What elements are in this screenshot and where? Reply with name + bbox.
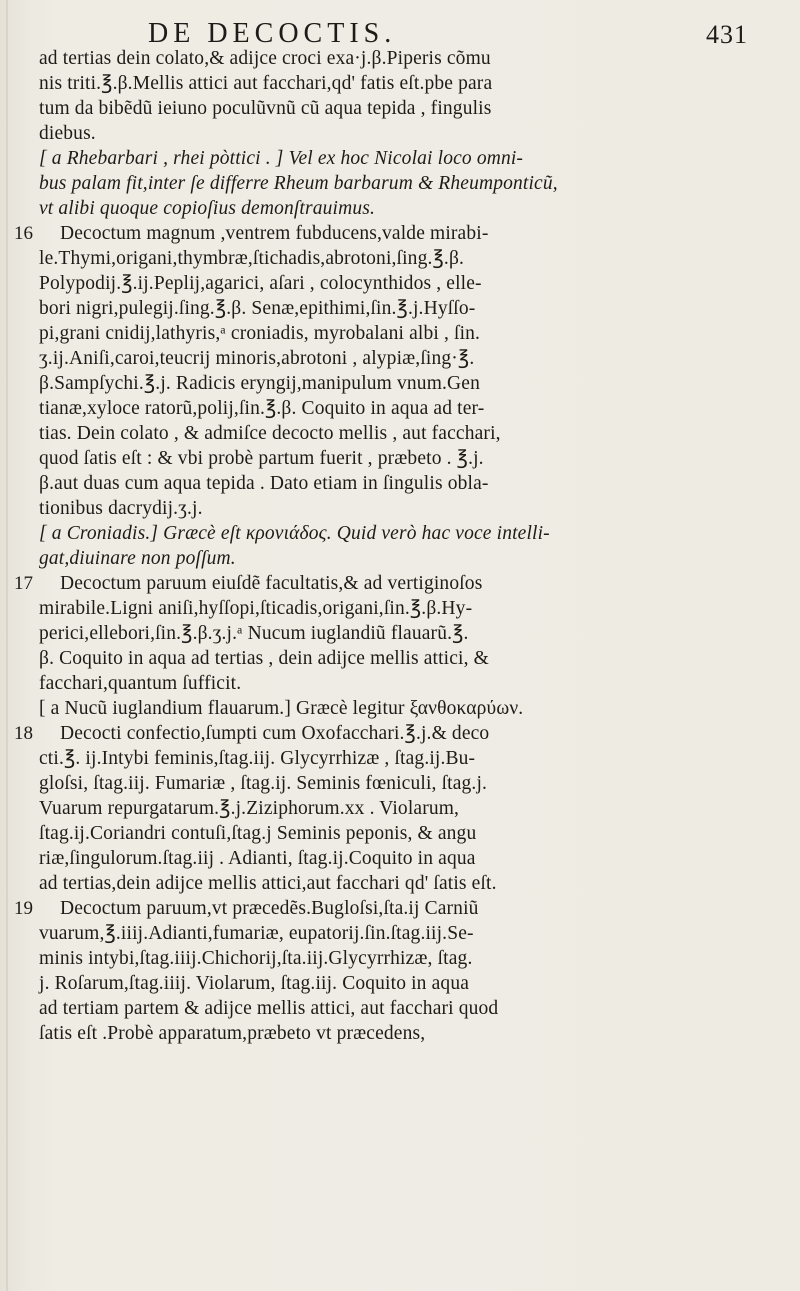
text-line: cti.℥. ij.Intybi feminis,ſtag.iij. Glycyrrhizæ , ſtag.ij.Bu- [39, 748, 476, 769]
text-line: ʒ.ij.Aniſi,caroi,teucrij minoris,abrotoni , alypiæ,ſing·℥. [39, 348, 475, 369]
text-line: ſatis eſt .Probè apparatum,præbeto vt præcedens, [39, 1023, 426, 1044]
text-line: Decoctum magnum ,ventrem fubducens,valde mirabi- [60, 223, 489, 244]
page-number: 431 [706, 20, 748, 49]
text-line: minis intybi,ſtag.iiij.Chichorij,ſta.iij.Glycyrrhizæ, ſtag. [39, 948, 473, 969]
page-gutter [6, 0, 8, 1291]
text-line: Decocti confectio,ſumpti cum Oxofacchari.℥.j.& deco [60, 723, 490, 744]
text-line: ad tertiam partem & adijce mellis attici, aut facchari quod [39, 998, 499, 1019]
text-line: pi,grani cnidij,lathyris,ᵃ croniadis, myrobalani albi , ſin. [39, 323, 481, 344]
text-line: gloſsi, ſtag.iij. Fumariæ , ſtag.ij. Seminis fœniculi, ſtag.j. [39, 773, 488, 794]
text-line: le.Thymi,origani,thymbræ,ſtichadis,abrotoni,ſing.℥.β. [39, 248, 465, 269]
annotation-line: gat,diuinare non poſſum. [39, 548, 236, 569]
section-number: 19 [14, 898, 33, 919]
text-line: β.aut duas cum aqua tepida . Dato etiam in ſingulis obla- [39, 473, 489, 494]
text-line: tionibus dacrydij.ʒ.j. [39, 498, 203, 519]
text-line: Polypodij.℥.ij.Peplij,agarici, aſari , colocynthidos , elle- [39, 273, 482, 294]
text-line: vuarum,℥.iiij.Adianti,fumariæ, eupatorij.ſin.ſtag.iij.Se- [39, 923, 474, 944]
text-line: riæ,ſingulorum.ſtag.iij . Adianti, ſtag.ij.Coquito in aqua [39, 848, 476, 869]
text-line: facchari,quantum ſufficit. [39, 673, 242, 694]
text-line: β. Coquito in aqua ad tertias , dein adijce mellis attici, & [39, 648, 489, 669]
text-line: mirabile.Ligni aniſi,hyſſopi,ſticadis,origani,ſin.℥.β.Hy- [39, 598, 473, 619]
annotation-line: [ a Rhebarbari , rhei pòttici . ] Vel ex hoc Nicolai loco omni- [39, 148, 524, 169]
annotation-line: vt alibi quoque copioſius demonſtrauimus. [39, 198, 376, 219]
text-line: bori nigri,pulegij.ſing.℥.β. Senæ,epithimi,ſin.℥.j.Hyſſo- [39, 298, 476, 319]
section-number: 16 [14, 223, 33, 244]
section-number: 18 [14, 723, 33, 744]
text-line: ad tertias,dein adijce mellis attici,aut facchari qd' ſatis eſt. [39, 873, 497, 894]
text-line: j. Roſarum,ſtag.iiij. Violarum, ſtag.iij. Coquito in aqua [39, 973, 470, 994]
text-line: quod ſatis eſt : & vbi probè partum fuerit , præbeto . ℥.j. [39, 448, 484, 469]
text-line: tum da bibẽdũ ieiuno poculũvnũ cũ aqua tepida , fingulis [39, 98, 492, 119]
text-line: diebus. [39, 123, 96, 144]
running-title: DE DECOCTIS. [148, 18, 397, 49]
section-number: 17 [14, 573, 33, 594]
text-line: ſtag.ij.Coriandri contuſi,ſtag.j Seminis peponis, & angu [39, 823, 477, 844]
annotation-line: [ a Croniadis.] Græcè eſt κρονιάδος. Quid verò hac voce intelli- [39, 523, 550, 544]
text-line: nis triti.℥.β.Mellis attici aut facchari,qd' fatis eſt.pbe para [39, 73, 493, 94]
text-line: tianæ,xyloce ratorũ,polij,ſin.℥.β. Coquito in aqua ad ter- [39, 398, 485, 419]
annotation-line: [ a Nucũ iuglandium flauarum.] Græcè legitur ξανθοκαρύων. [39, 698, 524, 719]
text-line: perici,ellebori,ſin.℥.β.ʒ.j.ᵃ Nucum iuglandiũ flauarũ.℥. [39, 623, 469, 644]
text-line: Decoctum paruum,vt præcedẽs.Bugloſsi,ſta.ij Carniũ [60, 898, 479, 919]
text-line: tias. Dein colato , & admiſce decocto mellis , aut facchari, [39, 423, 501, 444]
text-line: ad tertias dein colato,& adijce croci exa·j.β.Piperis cõmu [39, 48, 491, 69]
annotation-line: bus palam fit,inter ſe differre Rheum barbarum & Rheumponticũ, [39, 173, 558, 194]
text-line: β.Sampſychi.℥.j. Radicis eryngij,manipulum vnum.Gen [39, 373, 480, 394]
text-line: Decoctum paruum eiuſdẽ facultatis,& ad vertiginoſos [60, 573, 483, 594]
text-line: Vuarum repurgatarum.℥.j.Ziziphorum.xx . Violarum, [39, 798, 460, 819]
